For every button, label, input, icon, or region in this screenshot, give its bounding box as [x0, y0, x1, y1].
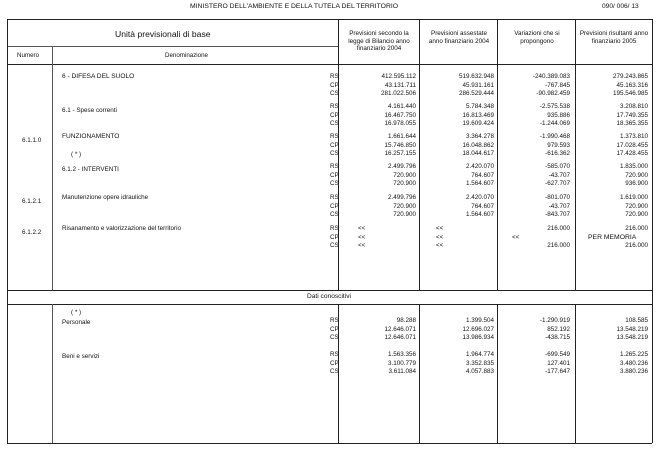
row-value: 720.900: [625, 171, 648, 179]
page-code: 090/ 006/ 13: [602, 3, 639, 10]
row-value: -43.707: [548, 202, 570, 210]
row-value: 281.022.506: [380, 90, 416, 98]
dati-value: 12.646.071: [384, 325, 416, 333]
row-value: -43.707: [548, 171, 570, 179]
row-value: -843.707: [545, 211, 570, 219]
dati-value: 3.611.084: [388, 368, 416, 376]
row-value: 764.607: [471, 171, 494, 179]
dati-value: 1.399.504: [465, 317, 494, 324]
row-code: RS: [330, 73, 339, 80]
row-value: -90.982.459: [536, 90, 570, 98]
header-denominazione: Denominazione: [165, 52, 208, 59]
row-value: 720.900: [393, 211, 416, 219]
dati-value: 1.563.356: [387, 351, 416, 358]
row-code: CP: [330, 202, 339, 210]
row-code: CS: [330, 90, 339, 98]
dati-value: 108.585: [625, 317, 648, 324]
row-number: 6.1.1.0: [22, 137, 42, 145]
dati-code: CS: [330, 368, 339, 376]
row-value: 412.595.112: [381, 73, 416, 80]
row-value: <<: [436, 233, 444, 241]
dati-code: CS: [330, 334, 339, 342]
row-value: 2.420.070: [465, 163, 494, 170]
row-code: CS: [330, 180, 339, 188]
row-code: RS: [330, 103, 339, 110]
row-value: 15.746.850: [384, 141, 416, 149]
row-value: 16.257.155: [384, 150, 416, 158]
row-value: 16.978.055: [384, 120, 416, 128]
dati-label: Beni e servizi: [62, 353, 100, 360]
row-value: <<: [436, 225, 444, 232]
row-value: 764.607: [471, 202, 494, 210]
row-value: 16.048.862: [462, 141, 494, 149]
dati-code: CP: [330, 325, 339, 333]
row-value: 45.931.161: [462, 81, 494, 89]
row-value: -627.707: [545, 180, 570, 188]
row-value: -585.070: [545, 163, 570, 170]
dati-value: 12.646.071: [384, 334, 416, 342]
header-col4: Previsioni risultanti anno finanziario 2005: [579, 30, 649, 45]
row-number: 6.1.2.2: [22, 229, 42, 237]
row-value: 17.428.455: [616, 150, 648, 158]
row-value: 1.373.810: [619, 133, 648, 140]
row-value: 286.529.444: [458, 90, 494, 98]
row-code: CP: [330, 171, 339, 179]
row-code: RS: [330, 225, 339, 232]
row-code: CS: [330, 150, 339, 158]
row-code: CP: [330, 233, 339, 241]
row-value: 4.161.440: [387, 103, 416, 110]
row-value: <<: [436, 242, 444, 250]
row-value: 43.131.711: [384, 81, 416, 89]
row-value: 216.000: [547, 242, 570, 250]
row-value: 1.661.644: [387, 133, 416, 140]
row-value: 279.243.865: [612, 73, 648, 80]
row-value: 16.813.469: [462, 111, 494, 119]
row-value: 3.208.810: [619, 103, 648, 110]
row-number: 6.1.2.1: [22, 198, 42, 206]
dati-value: -177.647: [545, 368, 570, 376]
dati-code: CP: [330, 359, 339, 367]
row-code: CP: [330, 141, 339, 149]
row-value: -1.990.468: [539, 133, 570, 140]
row-value: 2.420.070: [465, 194, 494, 201]
row-value: -616.362: [545, 150, 570, 158]
dati-note: ( * ): [71, 309, 82, 316]
row-code: RS: [330, 194, 339, 201]
row-value: 720.900: [393, 202, 416, 210]
header-col3: Variazioni che si propongono: [514, 30, 560, 45]
dati-code: RS: [330, 317, 339, 324]
row-value: 935.886: [547, 111, 570, 119]
row-value: 1.835.000: [619, 163, 648, 170]
dati-value: 3.880.236: [619, 368, 648, 376]
row-label: 6.1 - Spese correnti: [62, 107, 117, 115]
dati-value: 12.696.027: [462, 325, 494, 333]
row-value: 720.900: [625, 211, 648, 219]
row-value: 720.900: [393, 180, 416, 188]
row-value: 3.364.278: [465, 133, 494, 140]
row-code: CP: [330, 111, 339, 119]
row-code: RS: [330, 163, 339, 170]
header-unita: Unità previsionali di base: [115, 29, 211, 39]
row-value: 519.632.948: [458, 73, 494, 80]
row-value: -801.070: [545, 194, 570, 201]
dati-value: -438.715: [545, 334, 570, 342]
ministry-title: MINISTERO DELL'AMBIENTE E DELLA TUTELA DEL TERRITORIO: [190, 3, 399, 10]
row-value: 2.499.796: [387, 194, 416, 201]
row-value: 2.499.796: [387, 163, 416, 170]
row-label: ( * ): [71, 151, 82, 158]
dati-value: 13.548.219: [616, 334, 648, 342]
row-value: 18.365.355: [616, 120, 648, 128]
dati-value: 3.352.835: [465, 359, 494, 367]
row-value: 1.564.607: [465, 211, 494, 219]
row-value: -1.244.069: [539, 120, 570, 128]
row-value: 195.546.985: [612, 90, 648, 98]
row-label: Manutenzione opere idrauliche: [62, 194, 149, 201]
dati-value: 3.480.236: [619, 359, 648, 367]
dati-value: -1.290.919: [539, 317, 570, 324]
row-value: <<: [512, 233, 520, 241]
dati-value: 127.401: [547, 359, 570, 367]
dati-value: 852.192: [547, 325, 570, 333]
row-label: FUNZIONAMENTO: [62, 133, 120, 140]
row-value: 19.609.424: [462, 120, 494, 128]
dati-value: 3.100.779: [387, 359, 416, 367]
row-value: 1.619.000: [619, 194, 648, 201]
row-value: 216.000: [547, 225, 570, 232]
row-label: 6 - DIFESA DEL SUOLO: [62, 73, 135, 80]
row-value: <<: [358, 233, 366, 241]
row-code: CS: [330, 120, 339, 128]
row-value: PER MEMORIA: [588, 233, 637, 241]
row-value: 45.163.316: [616, 81, 648, 89]
dati-value: 1.964.774: [465, 351, 494, 358]
row-value: 979.593: [547, 141, 570, 149]
dati-value: -699.549: [545, 351, 570, 358]
row-code: CP: [330, 81, 339, 89]
row-sublabel: 6.1.2 - INTERVENTI: [62, 166, 119, 173]
row-value: -2.575.538: [539, 103, 570, 110]
header-col1: Previsioni secondo la legge di Bilancio anno finanziario 2004: [348, 30, 410, 53]
row-value: 17.749.355: [616, 111, 648, 119]
row-value: 1.564.607: [465, 180, 494, 188]
dati-title: Dati conoscitivi: [307, 293, 351, 300]
dati-value: 13.986.934: [462, 334, 494, 342]
row-value: 18.044.617: [462, 150, 494, 158]
dati-label: Personale: [62, 319, 91, 326]
row-code: RS: [330, 133, 339, 140]
row-value: <<: [358, 225, 366, 232]
row-value: 936.900: [625, 180, 648, 188]
row-value: 17.028.455: [616, 141, 648, 149]
row-code: CS: [330, 242, 339, 250]
row-value: <<: [358, 242, 366, 250]
row-value: 5.784.348: [465, 103, 494, 110]
row-code: CS: [330, 211, 339, 219]
header-col2: Previsioni assestate anno finanziario 2004: [428, 30, 490, 45]
row-value: -767.845: [545, 81, 570, 89]
row-value: -240.389.083: [532, 73, 570, 80]
row-value: 720.900: [625, 202, 648, 210]
dati-value: 98.288: [396, 317, 416, 324]
row-value: 16.467.750: [384, 111, 416, 119]
row-label: Risanamento e valorizzazione del territorio: [62, 225, 181, 232]
dati-value: 4.057.883: [465, 368, 494, 376]
dati-code: RS: [330, 351, 339, 358]
header-numero: Numero: [17, 52, 40, 59]
dati-value: 1.265.225: [619, 351, 648, 358]
row-value: 720.900: [393, 171, 416, 179]
dati-value: 13.548.219: [616, 325, 648, 333]
row-value: 216.000: [625, 242, 648, 250]
row-value: 216.000: [625, 225, 648, 232]
